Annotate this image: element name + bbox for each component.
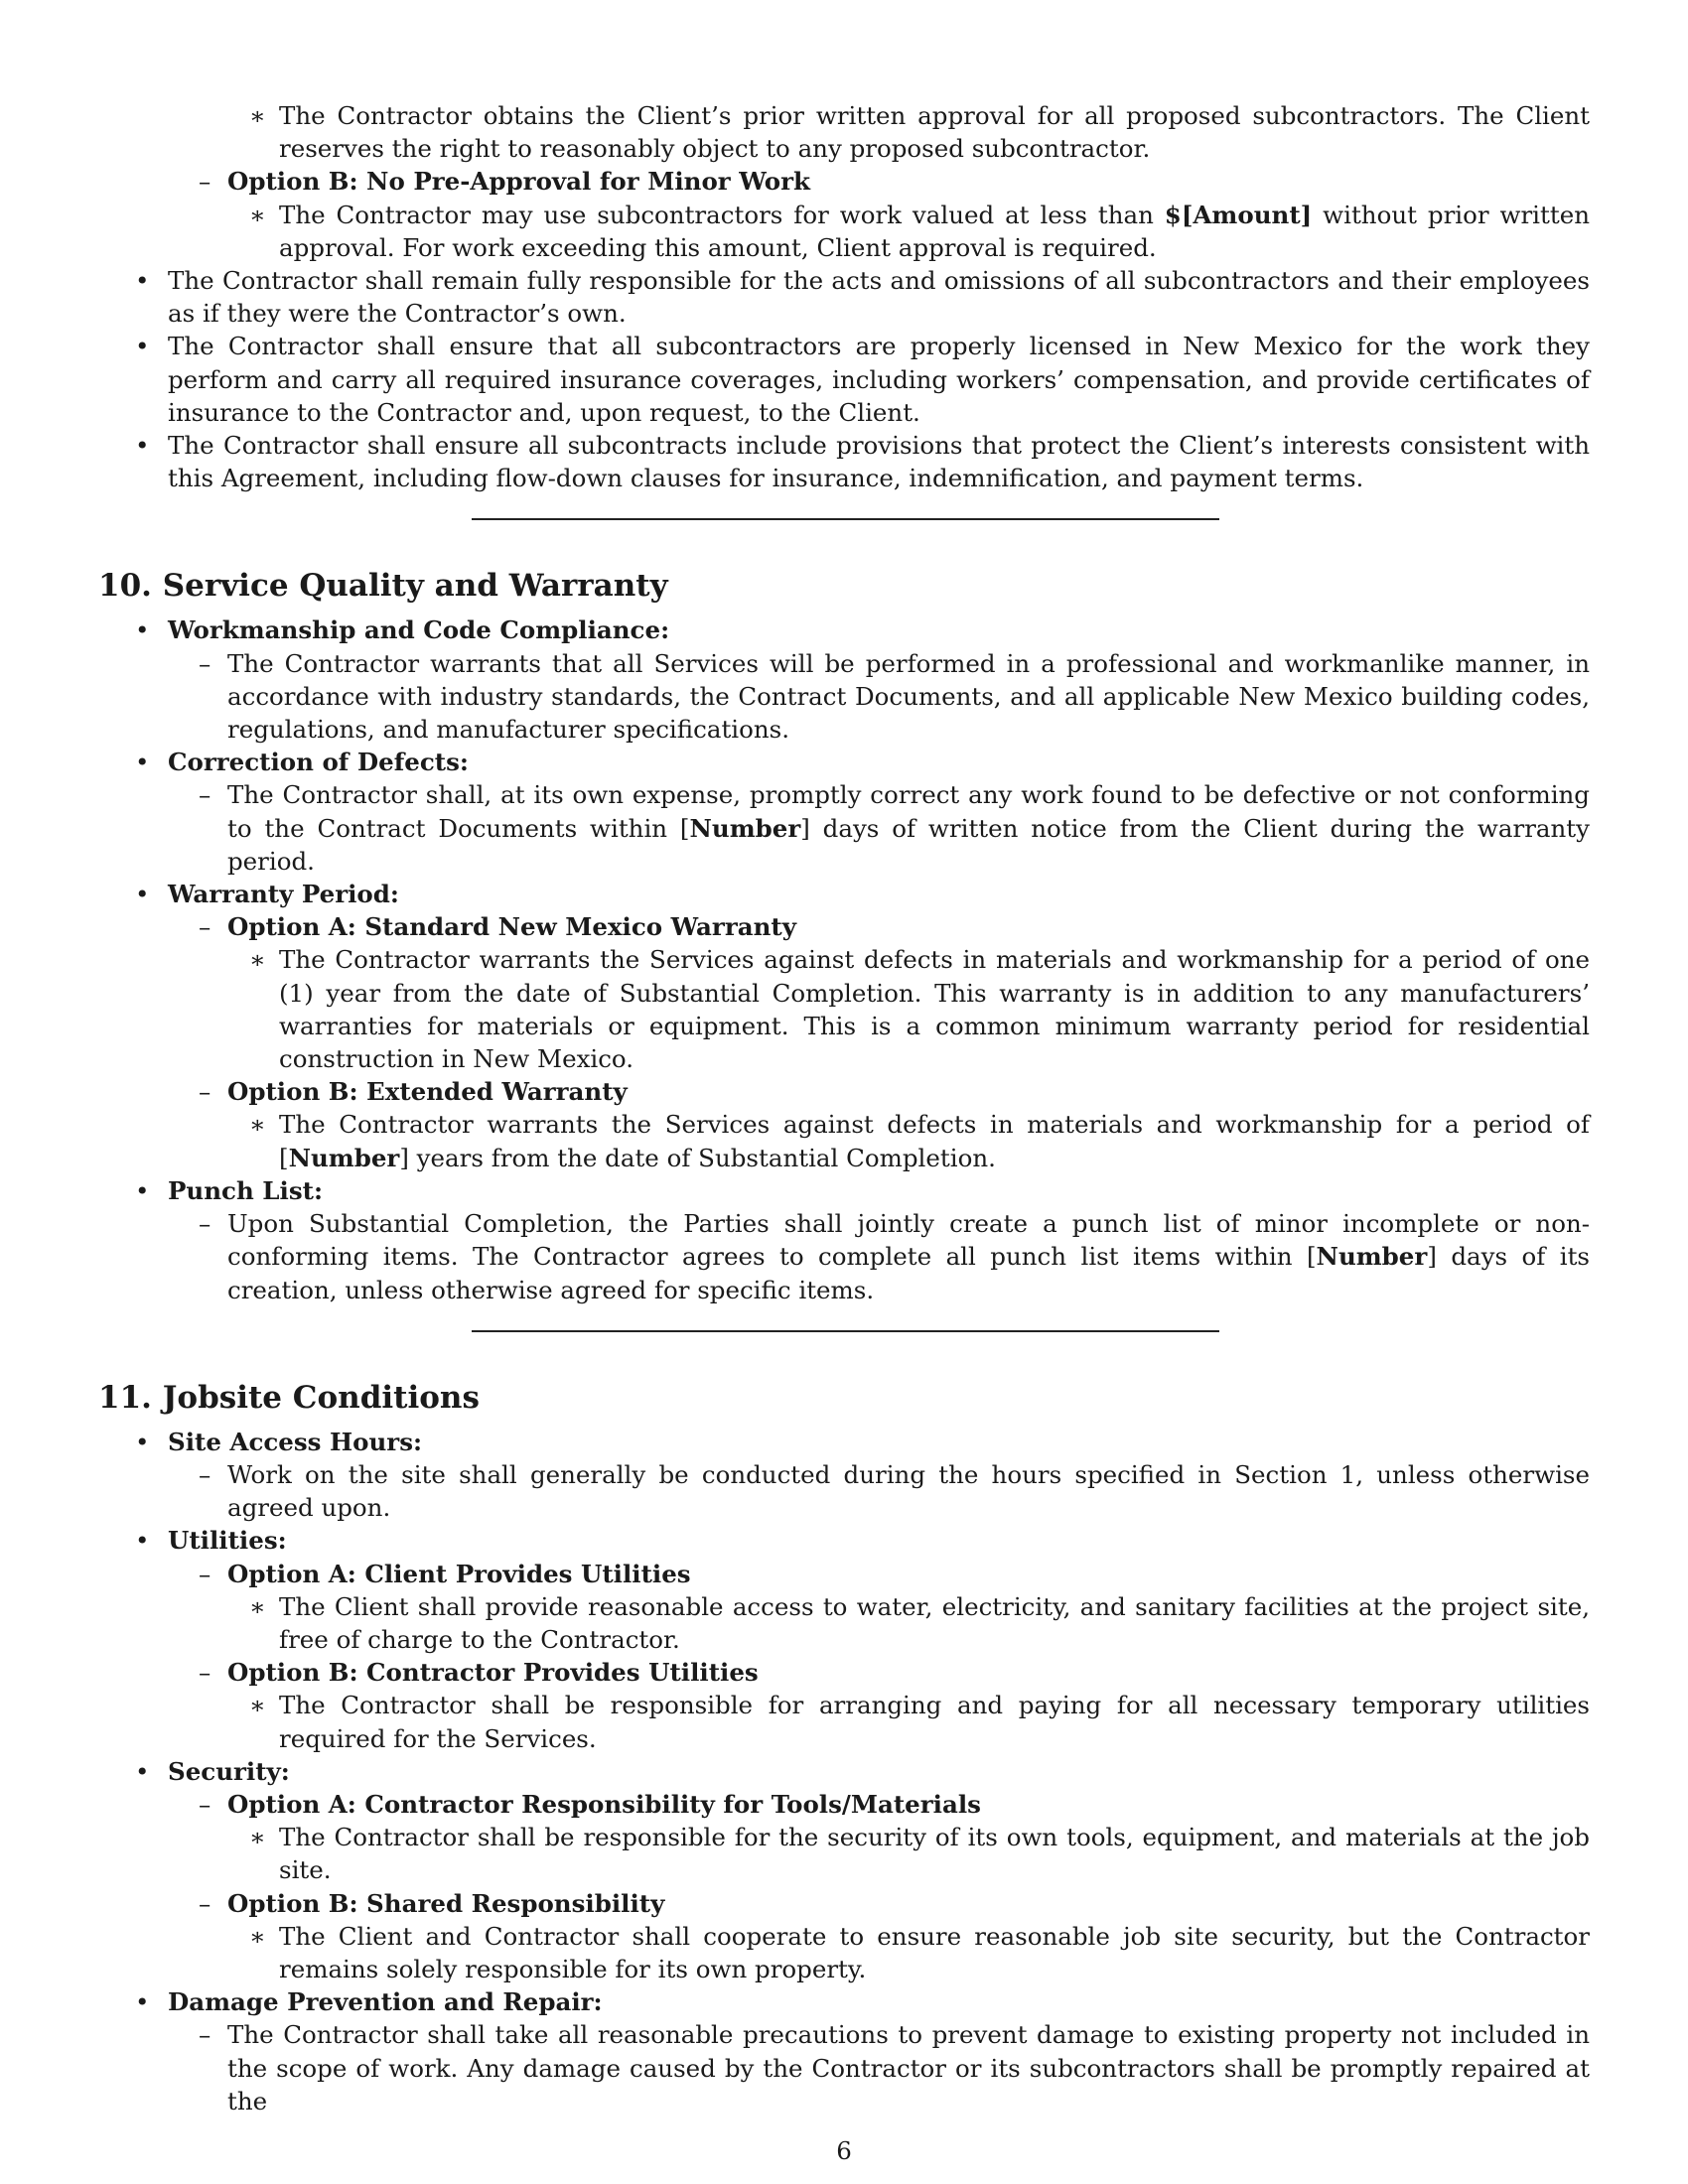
amount-placeholder: $[Amount] [1164, 200, 1313, 229]
bullet-marker: • [135, 431, 150, 461]
sub-option-b-item [98, 199, 1590, 264]
bullet-marker: • [135, 748, 150, 777]
site-access-label: Site Access Hours: [168, 1427, 423, 1456]
workmanship-label: Workmanship and Code Compliance: [168, 615, 670, 645]
sub-option-b-heading [98, 165, 1590, 198]
security-option-a-item [98, 1821, 1590, 1886]
workmanship-item [98, 647, 1590, 747]
security-option-b-heading [98, 1887, 1590, 1920]
bullet-marker: • [135, 266, 150, 296]
warranty-option-b-heading [98, 1075, 1590, 1108]
dash-marker: – [199, 167, 211, 197]
workmanship-bullet [98, 614, 1590, 646]
sub-option-b-text-post: without prior written approval. For work exceeding this amount, Client approval is required. [279, 200, 1590, 262]
warranty-option-b-text-pre: The Contractor warrants the Services against defects in materials and workmanship for a period of [ [279, 1110, 1590, 1172]
sub-bullet-text: The Contractor shall remain fully responsible for the acts and omissions of all subcontractors and their employees as if they were the Contractor’s own. [168, 266, 1590, 329]
warranty-option-b-item [98, 1108, 1590, 1173]
warranty-option-a-label: Option A: Standard New Mexico Warranty [227, 912, 796, 942]
damage-item [98, 2018, 1590, 2117]
sub-bullet-flowdown [98, 429, 1590, 494]
bullet-marker: • [135, 1175, 150, 1205]
sub-bullet-text: The Contractor shall ensure all subcontracts include provisions that protect the Client’s interests consistent with this Agreement, including flow-down clauses for insurance, indemnification, and payment terms. [168, 431, 1590, 493]
site-access-bullet [98, 1426, 1590, 1458]
star-marker: ∗ [249, 945, 266, 975]
section-divider [472, 1330, 1219, 1332]
punch-list-item [98, 1207, 1590, 1306]
dash-marker: – [199, 1888, 211, 1918]
bullet-marker: • [135, 332, 150, 361]
bullet-marker: • [135, 880, 150, 909]
security-option-a-heading [98, 1788, 1590, 1821]
defects-text-pre: The Contractor shall, at its own expense, promptly correct any work found to be defective or not conforming to the Contract Documents within [ [227, 780, 1590, 843]
warranty-label: Warranty Period: [168, 880, 399, 909]
dash-marker: – [199, 2020, 211, 2050]
warranty-option-b-text-post: ] years from the date of Substantial Completion. [399, 1143, 996, 1172]
bullet-marker: • [135, 1427, 150, 1456]
warranty-option-b-label: Option B: Extended Warranty [227, 1077, 628, 1107]
dash-marker: – [199, 780, 211, 810]
utilities-option-b-text: The Contractor shall be responsible for arranging and paying for all necessary temporary utilities required for the Services. [279, 1691, 1590, 1753]
page-content [98, 99, 1590, 2117]
security-label: Security: [168, 1756, 290, 1786]
damage-bullet [98, 1985, 1590, 2018]
site-access-item [98, 1458, 1590, 1524]
security-option-b-item [98, 1920, 1590, 1985]
security-option-b-text: The Client and Contractor shall cooperate to ensure reasonable job site security, but the Contractor remains solely responsible for its own property. [279, 1921, 1590, 1983]
utilities-option-b-heading [98, 1656, 1590, 1689]
star-marker: ∗ [249, 1110, 266, 1140]
section-divider [472, 518, 1219, 520]
sub-option-a-text: The Contractor obtains the Client’s prior written approval for all proposed subcontractors. The Client reserves the right to reasonably object to any proposed subcontractor. [279, 101, 1590, 164]
star-marker: ∗ [249, 200, 266, 229]
dash-marker: – [199, 1559, 211, 1588]
star-marker: ∗ [249, 1691, 266, 1720]
utilities-option-a-label: Option A: Client Provides Utilities [227, 1559, 691, 1588]
number-placeholder: Number [1316, 1242, 1428, 1272]
damage-label: Damage Prevention and Repair: [168, 1987, 603, 2017]
sub-bullet-licensing [98, 330, 1590, 429]
punch-list-label: Punch List: [168, 1175, 323, 1205]
utilities-option-b-label: Option B: Contractor Provides Utilities [227, 1658, 759, 1688]
bullet-marker: • [135, 1756, 150, 1786]
dash-marker: – [199, 1789, 211, 1819]
utilities-option-a-item [98, 1590, 1590, 1656]
security-option-a-label: Option A: Contractor Responsibility for Tools/Materials [227, 1789, 981, 1819]
sub-option-a-item [98, 99, 1590, 165]
utilities-label: Utilities: [168, 1526, 287, 1556]
warranty-option-a-item [98, 943, 1590, 1075]
sub-option-b-text-pre: The Contractor may use subcontractors for work valued at less than [279, 200, 1165, 229]
utilities-option-b-item [98, 1689, 1590, 1754]
damage-text: The Contractor shall take all reasonable precautions to prevent damage to existing property not included in the scope of work. Any damage caused by the Contractor or its subcontractors shall be promptly repaired at the [227, 2020, 1590, 2116]
star-marker: ∗ [249, 1823, 266, 1852]
dash-marker: – [199, 1077, 211, 1107]
warranty-option-a-heading [98, 910, 1590, 943]
bullet-marker: • [135, 1987, 150, 2017]
punch-list-text-pre: Upon Substantial Completion, the Parties shall jointly create a punch list of minor incomplete or non-conforming items. The Contractor agrees to complete all punch list items within [ [227, 1209, 1590, 1272]
defects-bullet [98, 746, 1590, 778]
dash-marker: – [199, 1658, 211, 1688]
number-placeholder: Number [288, 1143, 400, 1172]
security-bullet [98, 1755, 1590, 1788]
utilities-option-a-text: The Client shall provide reasonable access to water, electricity, and sanitary facilities at the project site, free of charge to the Contractor. [279, 1591, 1590, 1654]
defects-label: Correction of Defects: [168, 748, 469, 777]
utilities-bullet [98, 1524, 1590, 1557]
dash-marker: – [199, 1209, 211, 1239]
bullet-marker: • [135, 615, 150, 645]
warranty-option-a-text: The Contractor warrants the Services against defects in materials and workmanship for a period of one (1) year from the date of Substantial Completion. This warranty is in addition to any manufacturers’ warranties for materials or equipment. This is a common minimum warranty period for residential construction in New Mexico. [279, 945, 1590, 1074]
dash-marker: – [199, 648, 211, 678]
section-10-title: 10. Service Quality and Warranty [98, 568, 668, 605]
sub-bullet-responsibility [98, 264, 1590, 330]
warranty-bullet [98, 878, 1590, 910]
page-number: 6 [836, 2136, 852, 2165]
utilities-option-a-heading [98, 1558, 1590, 1590]
security-option-a-text: The Contractor shall be responsible for the security of its own tools, equipment, and materials at the job site. [279, 1823, 1590, 1885]
defects-text-post: ] days of written notice from the Client during the warranty period. [227, 813, 1590, 876]
site-access-text: Work on the site shall generally be conducted during the hours specified in Section 1, unless otherwise agreed upon. [227, 1459, 1590, 1523]
defects-item [98, 778, 1590, 878]
number-placeholder: Number [689, 813, 801, 843]
workmanship-text: The Contractor warrants that all Services will be performed in a professional and workmanlike manner, in accordance with industry standards, the Contract Documents, and all applicable New Mexico building codes, regulations, and manufacturer specifications. [227, 648, 1590, 745]
sub-option-b-label: Option B: No Pre-Approval for Minor Work [227, 167, 810, 197]
bullet-marker: • [135, 1526, 150, 1556]
security-option-b-label: Option B: Shared Responsibility [227, 1888, 665, 1918]
punch-list-text-post: ] days of its creation, unless otherwise agreed for specific items. [227, 1242, 1591, 1304]
section-11-title: 11. Jobsite Conditions [98, 1379, 480, 1416]
punch-list-bullet [98, 1174, 1590, 1207]
dash-marker: – [199, 1459, 211, 1489]
star-marker: ∗ [249, 101, 266, 130]
dash-marker: – [199, 912, 211, 942]
sub-bullet-text: The Contractor shall ensure that all subcontractors are properly licensed in New Mexico for the work they perform and carry all required insurance coverages, including workers’ compensation, and provide certificates of insurance to the Contractor and, upon request, to the Client. [168, 332, 1590, 427]
star-marker: ∗ [249, 1921, 266, 1951]
star-marker: ∗ [249, 1591, 266, 1621]
